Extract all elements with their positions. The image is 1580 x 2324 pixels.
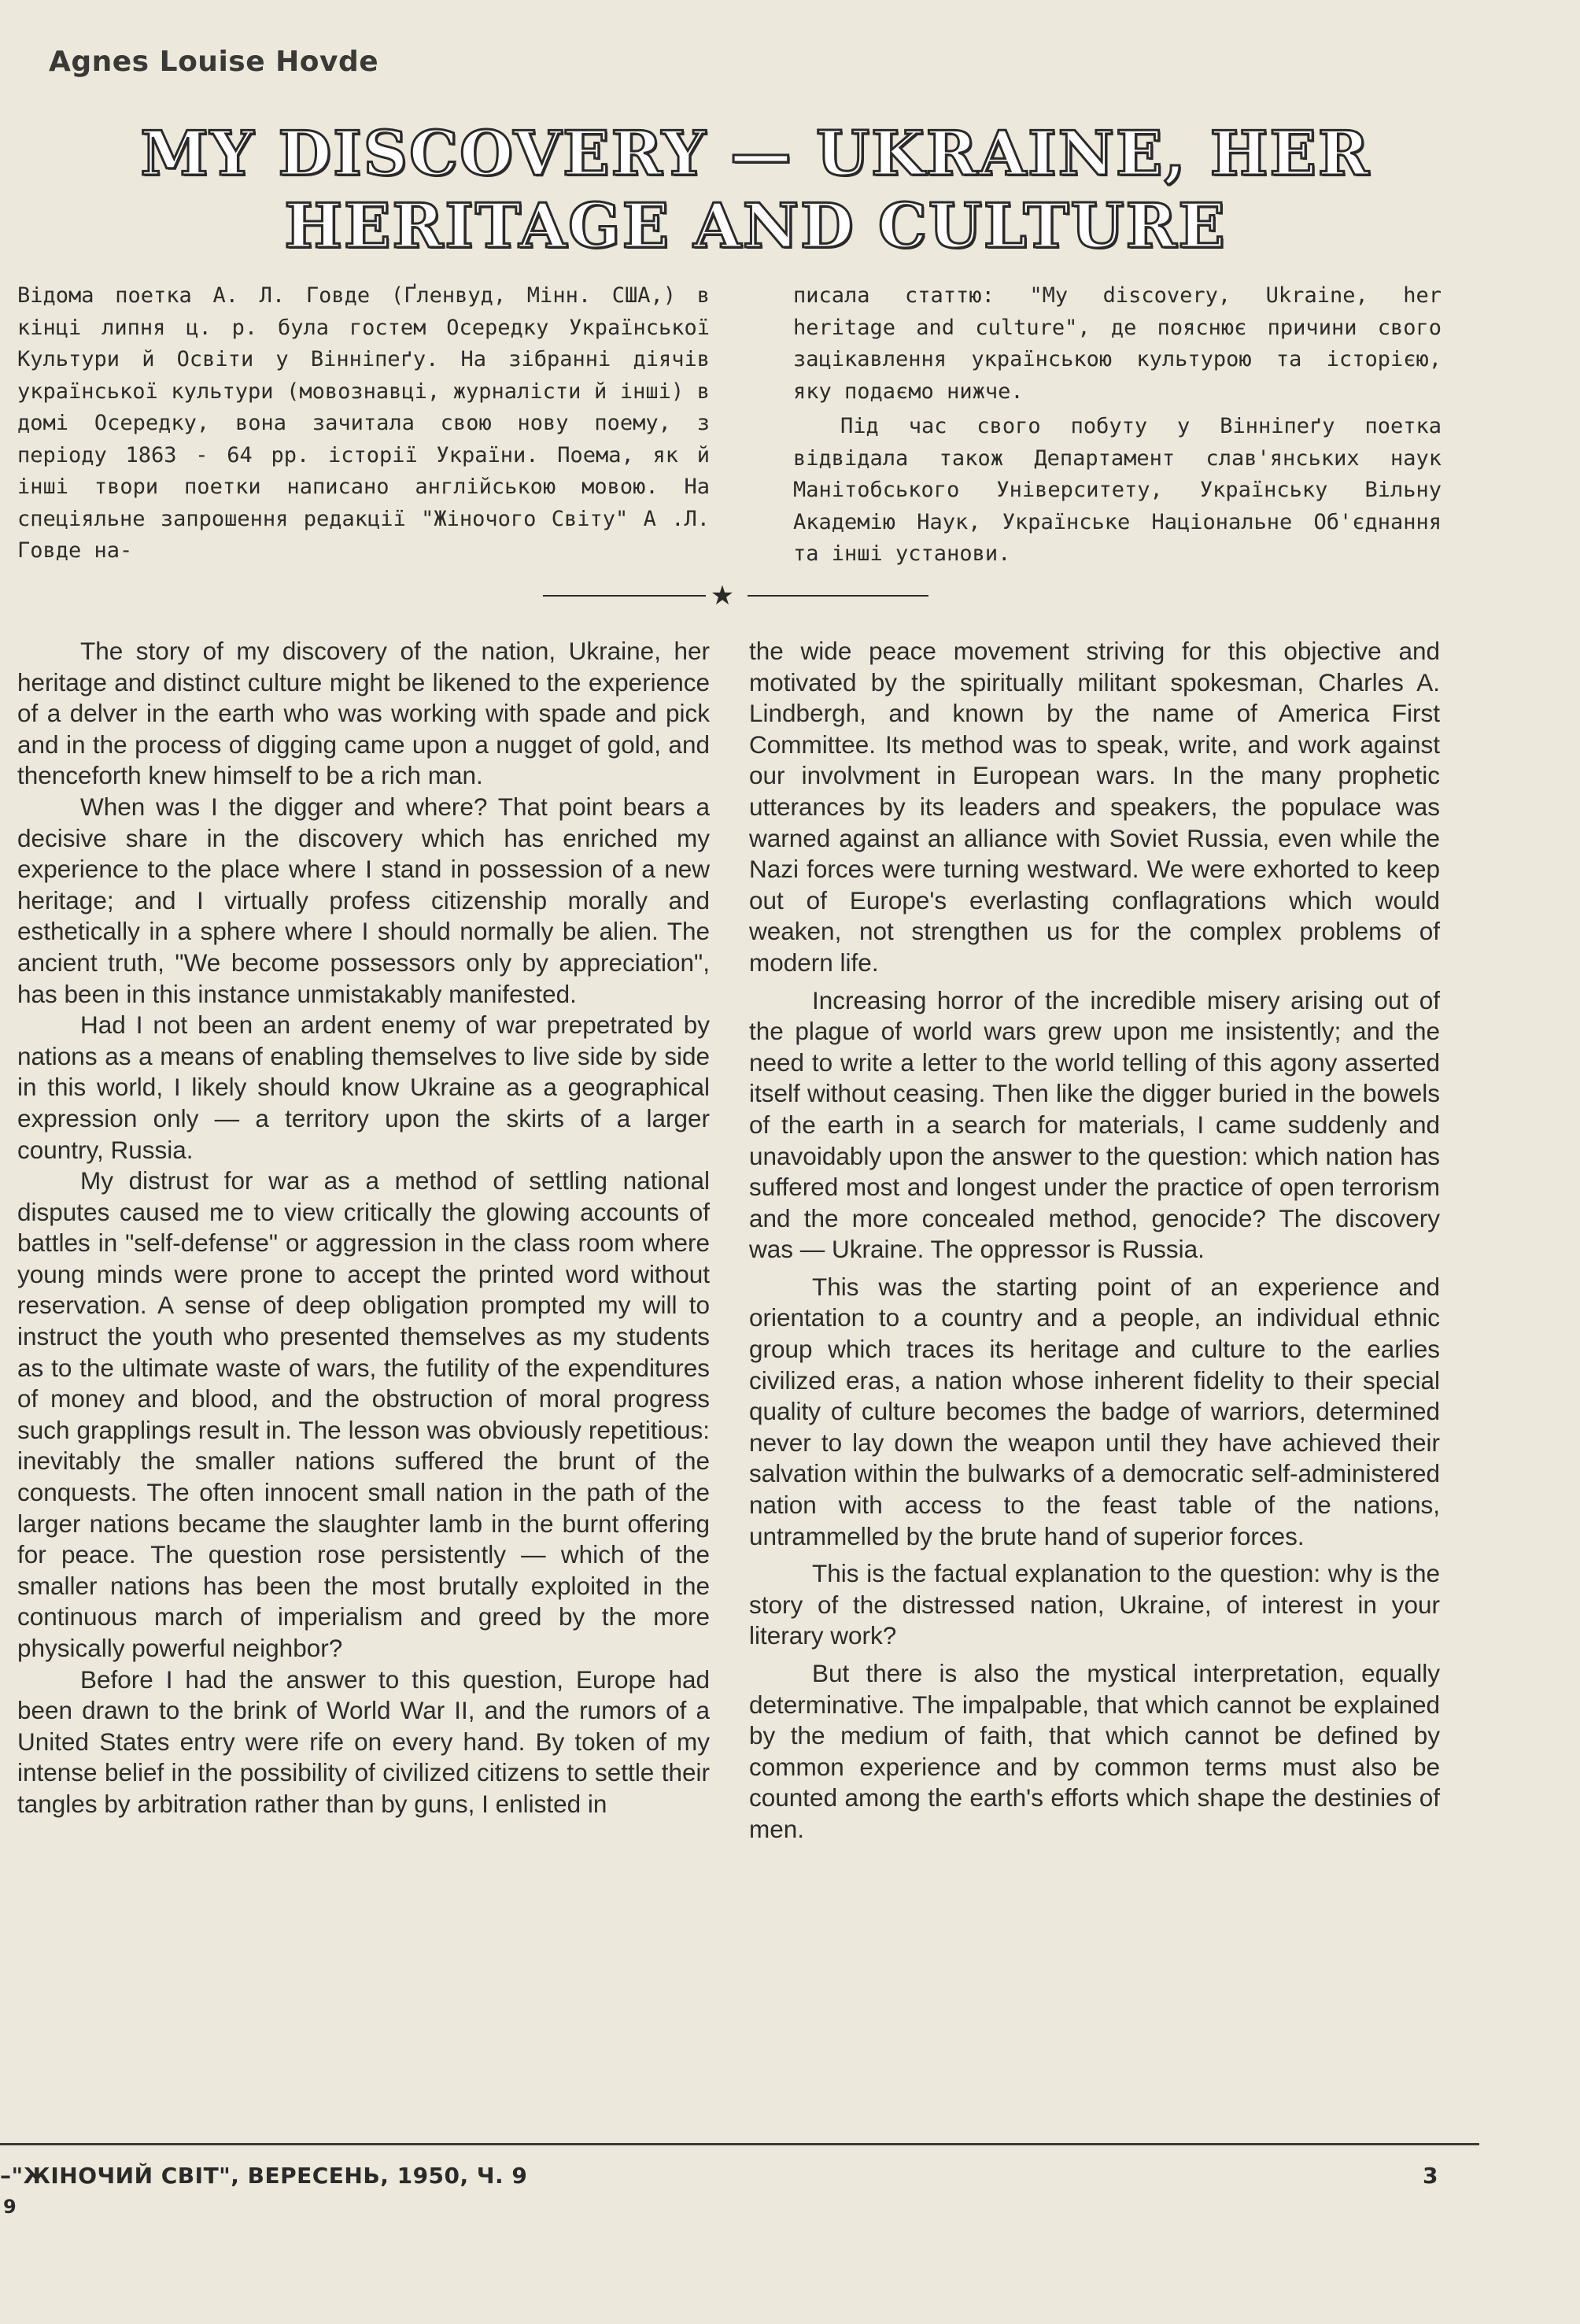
body-paragraph: But there is also the mystical interpretation, equally determinative. The impalpable, that which cannot be explained by the medium of faith, that which cannot be defined by common experience and by common terms must also be counted among the earth's efforts which shape the destinies of men.	[749, 1659, 1440, 1843]
margin-mark: 9	[3, 2196, 17, 2218]
divider-line-right	[748, 595, 928, 597]
body-paragraph: My distrust for war as a method of settling national disputes caused me to view critically the glowing accounts of battles in "self-defense" or aggression in the class room where young minds were prone to accept the printed word without reservation. A sense of deep obligation prompted my will to instruct the youth who presented themselves as my students as to the ultimate waste of wars, the futility of the expenditures of money and blood, and the obstruction of moral progress such grapplings result in. The lesson was obviously repetitious: inevitably the smaller nations suffered the brunt of the conquests. The often innocent small nation in the path of the larger nations became the slaughter lamb in the burnt offering for peace. The question rose persistently — which of the smaller nations has been the most brutally exploited in the continuous march of imperialism and greed by the more physically powerful neighbor?	[17, 1166, 710, 1662]
article-title: MY DISCOVERY — UKRAINE, HER HERITAGE AND CULTURE	[140, 118, 1371, 262]
body-paragraph: Had I not been an ardent enemy of war prepetrated by nations as a means of enabling themselves to live side by side in this world, I likely should know Ukraine as a geographical expression only — a territory upon the skirts of a larger country, Russia.	[17, 1011, 710, 1164]
body-paragraph: Before I had the answer to this question, Europe had been drawn to the brink of World War II, and the rumors of a United States entry were rife on every hand. By token of my intense belief in the possibility of civilized citizens to settle their tangles by arbitration rather than by guns, I enlisted in	[17, 1664, 710, 1818]
intro-paragraph: писала статтю: "My discovery, Ukraine, her heritage and culture", де пояснює причини свого зацікавлення українською культурою та історією, яку подаємо нижче.	[793, 283, 1442, 404]
star-icon: ★	[710, 580, 735, 611]
page-number: 3	[1423, 2163, 1438, 2189]
intro-column-right	[793, 280, 1442, 571]
body-paragraph: When was I the digger and where? That point bears a decisive share in the discovery which has enriched my experience to the place where I stand in possession of a new heritage; and I virtually profess citizenship morally and esthetically in a sphere where I should normally be alien. The ancient truth, "We become possessors only by appreciation", has been in this instance unmistakably manifested.	[17, 792, 710, 1008]
body-column-left	[17, 636, 710, 1820]
intro-column-left	[17, 280, 710, 567]
body-paragraph: This was the starting point of an experience and orientation to a country and a people, an individual ethnic group which traces its heritage and culture to the earlies civilized eras, a nation whose inherent fidelity to their special quality of culture becomes the badge of warriors, determined never to lay down the weapon until they have achieved their salvation within the bulwarks of a democratic self-administered nation with access to the feast table of the nations, untrammelled by the brute hand of superior forces.	[749, 1272, 1440, 1550]
body-paragraph: the wide peace movement striving for this objective and motivated by the spiritually militant spokesman, Charles A. Lindbergh, and known by the name of America First Committee. Its method was to speak, write, and work against our involvment in European wars. In the many prophetic utterances by its leaders and speakers, the populace was warned against an alliance with Soviet Russia, even while the Nazi forces were turning westward. We were exhorted to keep out of Europe's everlasting conflagrations which would weaken, not strengthen us for the complex problems of modern life.	[749, 637, 1440, 977]
journal-footer: –"ЖІНОЧИЙ СВІТ", ВЕРЕСЕНЬ, 1950, Ч. 9	[0, 2163, 528, 2189]
intro-paragraph: Відома поетка А. Л. Говде (Ґленвуд, Мінн. США,) в кінці липня ц. р. була гостем Осередку Української Культури й Освіти у Вінніпеґу. На зібранні діячів української культури (мовознавці, журналісти й інші) в домі Осередку, вона зачитала свою нову поему, з періоду 1863 - 64 рр. історії України. Поема, як й інші твори поетки написано англійською мовою. На спеціяльне запрошення редакції "Жіночого Світу" А .Л. Говде на-	[17, 283, 710, 563]
body-paragraph: The story of my discovery of the nation, Ukraine, her heritage and distinct culture might be likened to the experience of a delver in the earth who was working with spade and pick and in the process of digging came upon a nugget of gold, and thenceforth knew himself to be a rich man.	[17, 637, 710, 790]
footer-rule	[0, 2143, 1479, 2145]
intro-paragraph: Під час свого побуту у Вінніпеґу поетка відвідала також Департамент слав'янських наук Манітобського Університету, Українську Вільну Академію Наук, Українське Національне Об'єднання та інші установи.	[793, 414, 1442, 566]
body-column-right	[749, 636, 1440, 1846]
divider-line-left	[543, 595, 706, 597]
section-divider	[543, 580, 928, 611]
article-author: Agnes Louise Hovde	[49, 46, 379, 78]
body-paragraph: This is the factual explanation to the question: why is the story of the distressed nation, Ukraine, of interest in your literary work?	[749, 1559, 1440, 1650]
body-paragraph: Increasing horror of the incredible misery arising out of the plague of world wars grew upon me insistently; and the need to write a letter to the world telling of this agony asserted itself without ceasing. Then like the digger buried in the bowels of the earth in a search for materials, I came suddenly and unavoidably upon the answer to the question: which nation has suffered most and longest under the practice of open terrorism and the more concealed method, genocide? The discovery was — Ukraine. The oppressor is Russia.	[749, 985, 1440, 1264]
